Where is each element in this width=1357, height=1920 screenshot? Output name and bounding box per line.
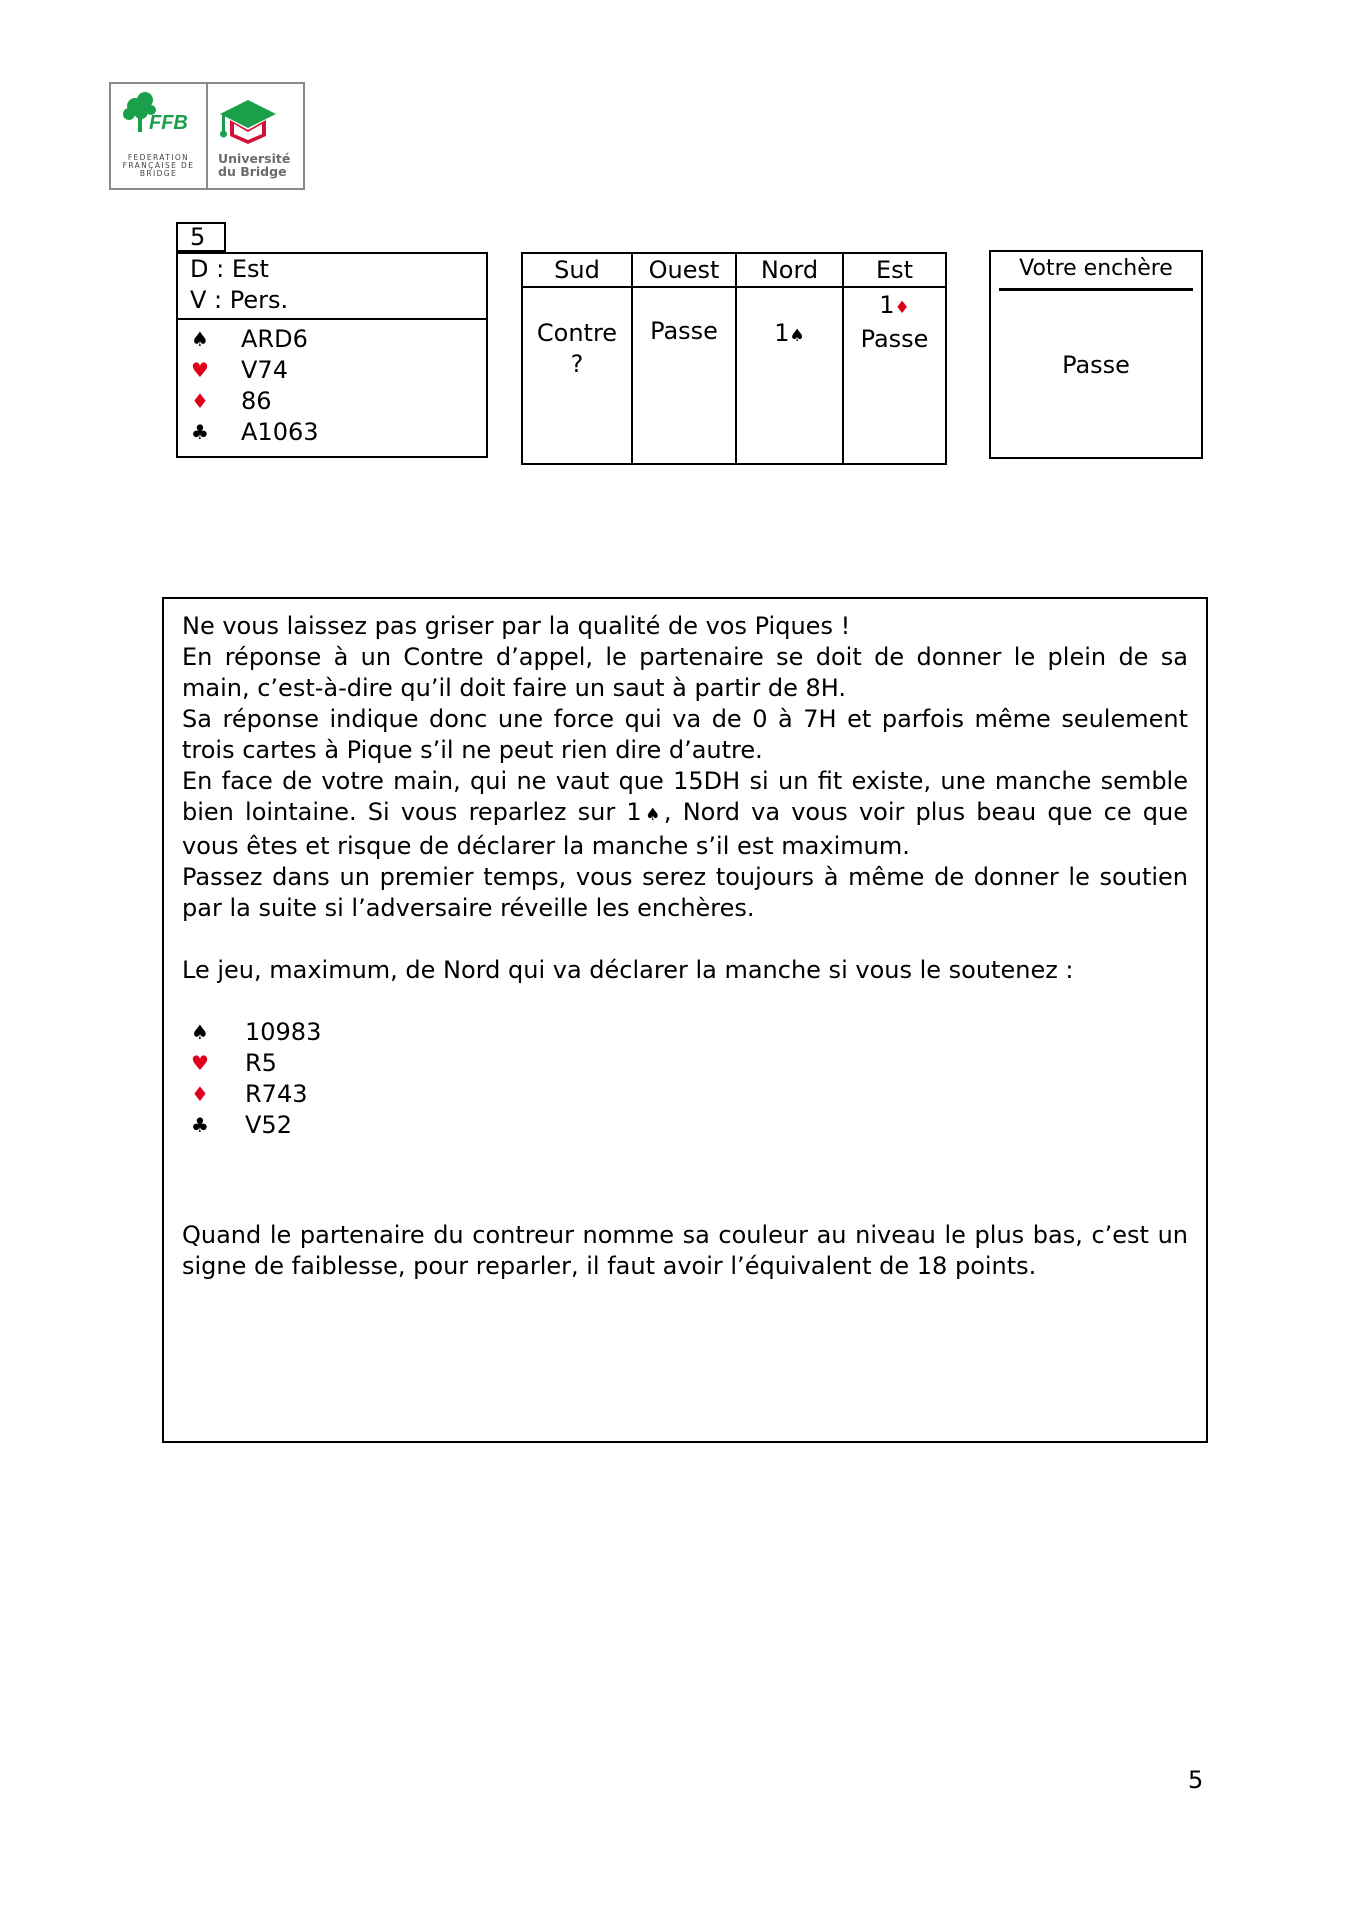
comment-p5: Passez dans un premier temps, vous serez toujours à même de donner le soutien par la suite si l’adversaire réveille les enchères. <box>182 863 1188 922</box>
your-bid-divider <box>999 288 1193 291</box>
logo <box>109 82 305 190</box>
bid-column-est <box>844 254 945 463</box>
dealer: D : Est <box>190 255 269 283</box>
bid-header-est: Est <box>844 254 945 288</box>
heart-icon: ♥ <box>191 358 209 382</box>
diamond-cards: 86 <box>241 387 272 415</box>
spade-cards: ARD6 <box>241 325 308 353</box>
diamond-icon: ♦ <box>191 389 209 413</box>
comment-p2: En réponse à un Contre d’appel, le partenaire se doit de donner le plein de sa main, c’est-à-dire qu’il doit faire un saut à partir de 8H. <box>182 643 1188 702</box>
page-number: 5 <box>1188 1766 1204 1794</box>
spade-icon: ♠ <box>191 327 209 351</box>
north-diamond-cards: R743 <box>245 1080 308 1108</box>
comment-box <box>162 597 1208 1443</box>
north-heart-cards: R5 <box>245 1049 277 1077</box>
your-bid-answer: Passe <box>1062 351 1130 379</box>
bid-column-sud <box>523 254 633 463</box>
comment-p4-start: En face de votre main, qui ne vaut que 15DH si un fit existe, une manche semble bien lointaine. Si vous reparlez sur 1 <box>182 767 1188 826</box>
spade-icon: ♠ <box>789 326 805 346</box>
your-bid-box <box>989 250 1203 459</box>
comment-p6: Le jeu, maximum, de Nord qui va déclarer la manche si vous le soutenez : <box>182 956 1074 984</box>
bid-ouest-1: Passe <box>650 317 718 345</box>
graduation-cap-icon <box>208 84 302 148</box>
ffb-subtitle: FEDERATION FRANÇAISE DE BRIDGE <box>122 153 195 178</box>
club-icon: ♣ <box>191 1113 209 1137</box>
heart-cards: V74 <box>241 356 288 384</box>
universite-line2: du Bridge <box>218 164 287 179</box>
bid-column-nord <box>737 254 844 463</box>
bidding-table <box>521 252 947 465</box>
north-row-hearts <box>182 1048 1188 1079</box>
deal-number: 5 <box>176 222 226 252</box>
hand-row-diamonds <box>178 386 486 417</box>
spade-icon: ♠ <box>641 805 664 825</box>
hand-row-spades <box>178 324 486 355</box>
deal-info <box>178 254 486 320</box>
north-row-clubs <box>182 1110 1188 1141</box>
hand-row-clubs <box>178 417 486 448</box>
bid-nord-1 <box>737 318 842 352</box>
north-row-diamonds <box>182 1079 1188 1110</box>
comment-p3: Sa réponse indique donc une force qui va de 0 à 7H et parfois même seulement trois cartes à Pique s’il ne peut rien dire d’autre. <box>182 705 1188 764</box>
bid-sud-2: ? <box>570 350 584 378</box>
bid-column-ouest <box>633 254 737 463</box>
universite-text <box>218 152 290 178</box>
comment-p4 <box>182 766 1188 862</box>
universite-line1: Université <box>218 151 291 166</box>
club-cards: A1063 <box>241 418 319 446</box>
club-icon: ♣ <box>191 420 209 444</box>
vulnerability: V : Pers. <box>190 286 289 314</box>
north-spade-cards: 10983 <box>245 1018 322 1046</box>
ffb-mark: FFB <box>149 112 188 134</box>
ffb-logo <box>111 84 208 188</box>
bid-nord-level: 1 <box>774 319 790 347</box>
your-bid-title: Votre enchère <box>1019 256 1173 281</box>
bid-header-ouest: Ouest <box>633 254 735 288</box>
north-club-cards: V52 <box>245 1111 292 1139</box>
spade-icon: ♠ <box>191 1020 209 1044</box>
bid-sud-1: Contre <box>536 319 618 347</box>
bid-est-level: 1 <box>879 291 895 319</box>
bid-est-2: Passe <box>860 325 929 353</box>
hand-row-hearts <box>178 355 486 386</box>
diamond-icon: ♦ <box>191 1082 209 1106</box>
comment-p7: Quand le partenaire du contreur nomme sa couleur au niveau le plus bas, c’est un signe de faiblesse, pour reparler, il faut avoir l’équivalent de 18 points. <box>182 1221 1188 1280</box>
heart-icon: ♥ <box>191 1051 209 1075</box>
comment-p4-end: , Nord va vous voir plus beau que ce que vous êtes et risque de déclarer la manche s’il est maximum. <box>182 798 1188 860</box>
bid-header-sud: Sud <box>523 254 631 288</box>
universite-logo <box>208 84 303 188</box>
bid-est-1 <box>844 290 945 324</box>
north-row-spades <box>182 1017 1188 1048</box>
comment-p1: Ne vous laissez pas griser par la qualité de vos Piques ! <box>182 612 851 640</box>
diamond-icon: ♦ <box>894 298 910 318</box>
bid-header-nord: Nord <box>737 254 842 288</box>
hand-box <box>176 252 488 458</box>
